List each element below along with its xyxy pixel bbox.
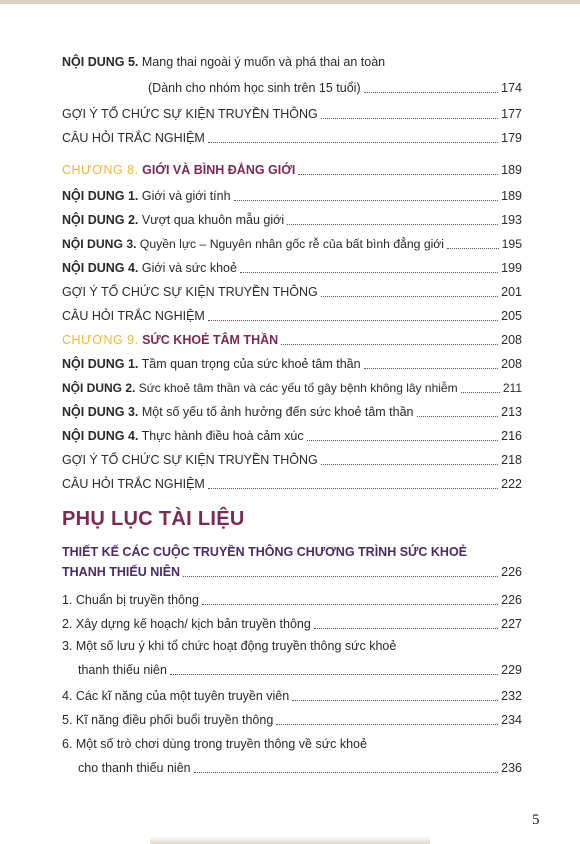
entry-title: GỢI Ý TỔ CHỨC SỰ KIỆN TRUYỀN THÔNG [62, 285, 318, 299]
chapter-entry [62, 154, 522, 178]
dot-leader [281, 344, 498, 345]
dot-leader [307, 440, 499, 441]
toc-entry [62, 204, 522, 228]
toc-entry [62, 444, 522, 468]
entry-keyword: NỘI DUNG 1. [62, 357, 139, 371]
entry-title: 2. Xây dựng kế hoạch/ kịch bản truyền thông [62, 617, 311, 631]
entry-title: CÂU HỎI TRẮC NGHIỆM [62, 309, 205, 323]
dot-leader [183, 576, 498, 577]
dot-leader [240, 272, 498, 273]
entry-page: 208 [501, 333, 522, 347]
entry-page: 211 [502, 381, 522, 395]
entry-page: 232 [501, 689, 522, 703]
dot-leader [292, 700, 498, 701]
entry-keyword: NỘI DUNG 2. [62, 381, 136, 395]
appendix-item [62, 680, 522, 704]
appendix-item [62, 630, 522, 654]
entry-title: GỢI Ý TỔ CHỨC SỰ KIỆN TRUYỀN THÔNG [62, 453, 318, 467]
entry-title: Vượt qua khuôn mẫu giới [141, 213, 285, 227]
appendix-item-continuation [62, 654, 522, 678]
entry-page: 199 [501, 261, 522, 275]
chapter-number: CHƯƠNG 8. [62, 163, 139, 177]
entry-title: 6. Một số trò chơi dùng trong truyền thông về sức khoẻ [62, 737, 367, 751]
toc-entry [62, 252, 522, 276]
entry-title: Thực hành điều hoà cảm xúc [141, 429, 304, 443]
appendix-item [62, 584, 522, 608]
entry-page: 226 [501, 593, 522, 607]
dot-leader [461, 392, 500, 393]
chapter-title: SỨC KHOẺ TÂM THẦN [142, 333, 279, 347]
appendix-section-title: THIẾT KẾ CÁC CUỘC TRUYỀN THÔNG CHƯƠNG TRÌNH SỨC KHOẺ [62, 545, 468, 559]
toc-entry [62, 122, 522, 146]
entry-title: CÂU HỎI TRẮC NGHIỆM [62, 477, 205, 491]
dot-leader [314, 628, 498, 629]
chapter-number: CHƯƠNG 9. [62, 333, 139, 347]
dot-leader [321, 118, 498, 119]
toc-entry [62, 420, 522, 444]
toc-entry [62, 276, 522, 300]
dot-leader [234, 200, 499, 201]
entry-keyword: NỘI DUNG 4. [62, 429, 139, 443]
appendix-item [62, 728, 522, 752]
dot-leader [364, 368, 499, 369]
entry-title: (Dành cho nhóm học sinh trên 15 tuổi) [148, 81, 361, 95]
entry-page: 193 [501, 213, 522, 227]
appendix-item [62, 704, 522, 728]
dot-leader [321, 296, 498, 297]
entry-keyword: NỘI DUNG 2. [62, 213, 139, 227]
entry-title: 1. Chuẩn bị truyền thông [62, 593, 199, 607]
entry-keyword: NỘI DUNG 3. [62, 237, 137, 251]
dot-leader [276, 724, 498, 725]
toc-entry [62, 348, 522, 372]
entry-page: 227 [501, 617, 522, 631]
entry-page: 174 [501, 81, 522, 95]
entry-title: 4. Các kĩ năng của một tuyên truyền viên [62, 689, 290, 703]
dot-leader [298, 174, 498, 175]
dot-leader [208, 488, 498, 489]
entry-page: 236 [501, 761, 522, 775]
dot-leader [287, 224, 498, 225]
entry-title: thanh thiếu niên [78, 663, 167, 677]
page-edge-shadow [150, 836, 430, 844]
entry-page: 216 [501, 429, 522, 443]
entry-page: 205 [501, 309, 522, 323]
toc-entry-continuation [62, 72, 522, 96]
dot-leader [202, 604, 498, 605]
toc-entry [62, 396, 522, 420]
entry-page: 222 [501, 477, 522, 491]
chapter-entry [62, 324, 522, 348]
toc-entry [62, 98, 522, 122]
chapter-title: GIỚI VÀ BÌNH ĐẲNG GIỚI [142, 163, 296, 177]
dot-leader [447, 248, 499, 249]
entry-title: Mang thai ngoài ý muốn và phá thai an toàn [141, 55, 386, 69]
entry-title: 3. Một số lưu ý khi tổ chức hoạt động truyền thông sức khoẻ [62, 639, 397, 653]
entry-page: 226 [501, 565, 522, 579]
dot-leader [194, 772, 499, 773]
entry-page: 177 [501, 107, 522, 121]
dot-leader [208, 320, 498, 321]
dot-leader [364, 92, 499, 93]
entry-page: 189 [501, 163, 522, 177]
entry-keyword: NỘI DUNG 4. [62, 261, 139, 275]
toc-entry [62, 228, 522, 252]
toc-entry [62, 300, 522, 324]
entry-keyword: NỘI DUNG 3. [62, 405, 139, 419]
appendix-item [62, 608, 522, 632]
entry-title: 5. Kĩ năng điều phối buổi truyền thông [62, 713, 274, 727]
dot-leader [170, 674, 498, 675]
entry-page: 179 [501, 131, 522, 145]
entry-page: 234 [501, 713, 522, 727]
entry-title: Tầm quan trọng của sức khoẻ tâm thần [141, 357, 361, 371]
dot-leader [417, 416, 499, 417]
page-number: 5 [532, 812, 540, 828]
entry-title: Quyền lực – Nguyên nhân gốc rễ của bất bình đẳng giới [139, 237, 445, 251]
entry-title: CÂU HỎI TRẮC NGHIỆM [62, 131, 205, 145]
entry-keyword: NỘI DUNG 1. [62, 189, 139, 203]
toc-entry [62, 468, 522, 492]
toc-entry [62, 372, 522, 396]
appendix-heading: PHỤ LỤC TÀI LIỆU [62, 508, 245, 530]
entry-title: Giới và giới tính [141, 189, 231, 203]
dot-leader [321, 464, 498, 465]
dot-leader [208, 142, 498, 143]
entry-title: cho thanh thiếu niên [78, 761, 191, 775]
entry-page: 208 [501, 357, 522, 371]
entry-page: 213 [501, 405, 522, 419]
entry-title: Một số yếu tố ảnh hưởng đến sức khoẻ tâm thần [141, 405, 414, 419]
toc-entry [62, 180, 522, 204]
appendix-section-title-cont: THANH THIẾU NIÊN [62, 565, 181, 579]
appendix-item-continuation [62, 752, 522, 776]
entry-page: 189 [501, 189, 522, 203]
entry-page: 229 [501, 663, 522, 677]
entry-title: Giới và sức khoẻ [141, 261, 237, 275]
entry-title: Sức khoẻ tâm thần và các yếu tố gây bệnh không lây nhiễm [138, 381, 458, 395]
toc-entry [62, 46, 522, 70]
toc-entry [62, 556, 522, 580]
entry-keyword: NỘI DUNG 5. [62, 55, 139, 69]
entry-page: 218 [501, 453, 522, 467]
entry-title: GỢI Ý TỔ CHỨC SỰ KIỆN TRUYỀN THÔNG [62, 107, 318, 121]
top-border [0, 0, 580, 4]
entry-page: 201 [501, 285, 522, 299]
entry-page: 195 [501, 237, 522, 251]
